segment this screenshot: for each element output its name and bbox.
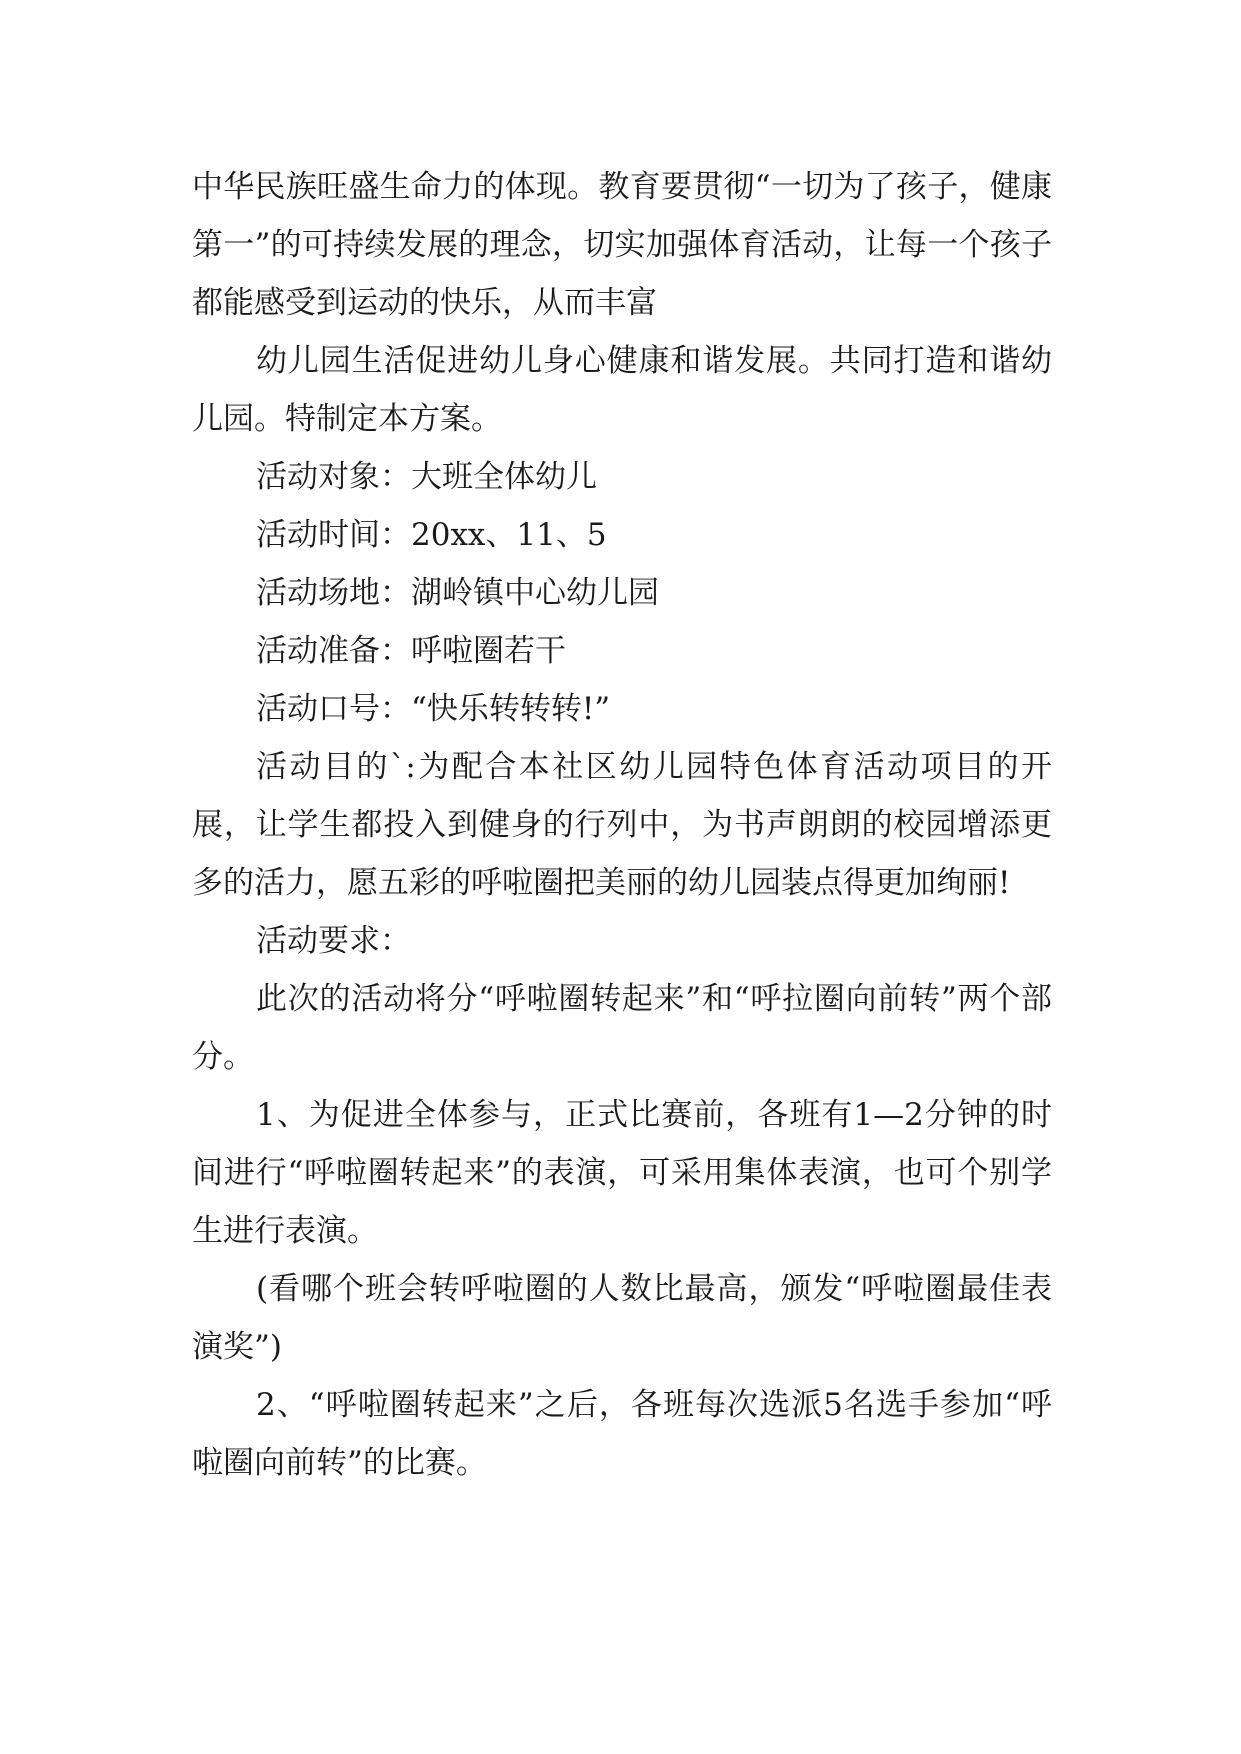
paragraph-activity-venue: 活动场地：湖岭镇中心幼儿园 (256, 575, 659, 611)
paragraph-activity-parts: 此次的活动将分“呼啦圈转起来”和“呼拉圈向前转”两个部分。 (192, 981, 1052, 1075)
paragraph-rule-2: 2、“呼啦圈转起来”之后，各班每次选派5名选手参加“呼啦圈向前转”的比赛。 (192, 1387, 1052, 1481)
paragraph-activity-goal: 活动目的`:为配合本社区幼儿园特色体育活动项目的开展，让学生都投入到健身的行列中，为书声朗朗的校园增添更多的活力，愿五彩的呼啦圈把美丽的幼儿园装点得更加绚丽! (192, 749, 1052, 901)
paragraph-intro-continued: 中华民族旺盛生命力的体现。教育要贯彻“一切为了孩子，健康第一”的可持续发展的理念，切实加强体育活动，让每一个孩子都能感受到运动的快乐，从而丰富 (192, 169, 1052, 321)
document-body (192, 158, 1052, 1492)
paragraph-activity-requirements-heading: 活动要求： (256, 923, 411, 959)
paragraph-activity-preparation: 活动准备：呼啦圈若干 (256, 633, 566, 669)
paragraph-rule-1: 1、为促进全体参与，正式比赛前，各班有1—2分钟的时间进行“呼啦圈转起来”的表演，可采用集体表演，也可个别学生进行表演。 (192, 1097, 1052, 1249)
paragraph-activity-target: 活动对象：大班全体幼儿 (256, 459, 597, 495)
paragraph-activity-slogan: 活动口号：“快乐转转转!” (256, 691, 611, 727)
paragraph-activity-time: 活动时间：20xx、11、5 (256, 517, 607, 553)
paragraph-purpose: 幼儿园生活促进幼儿身心健康和谐发展。共同打造和谐幼儿园。特制定本方案。 (192, 343, 1052, 437)
paragraph-rule-1-note: (看哪个班会转呼啦圈的人数比最高，颁发“呼啦圈最佳表演奖”) (192, 1271, 1052, 1365)
